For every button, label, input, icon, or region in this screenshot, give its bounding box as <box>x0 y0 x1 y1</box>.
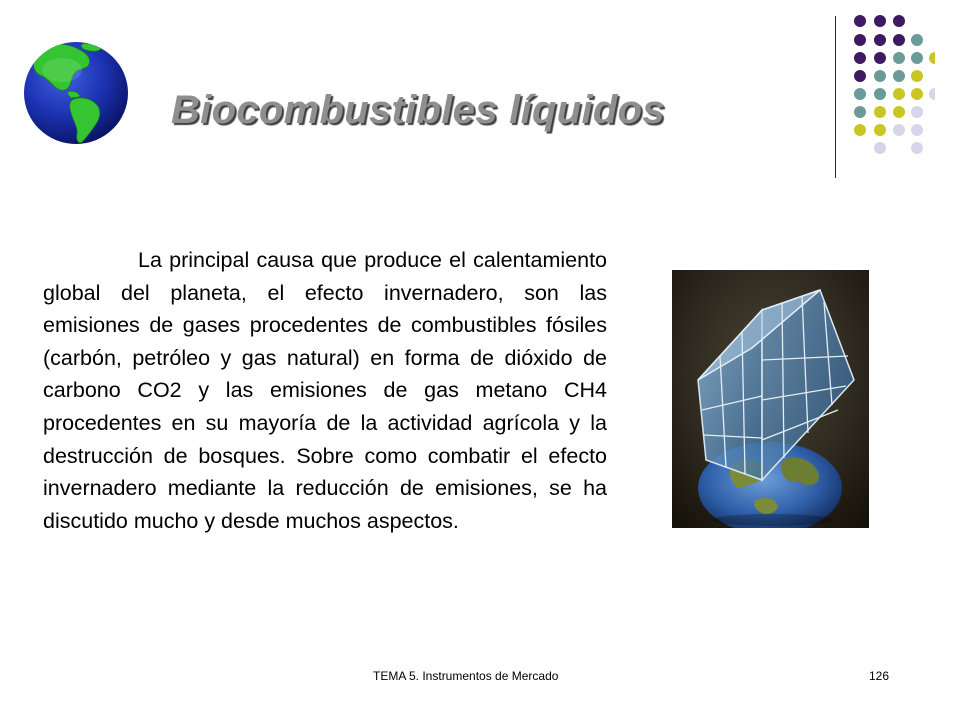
decorative-dot-grid <box>851 12 935 156</box>
footer-label: TEMA 5. Instrumentos de Mercado <box>373 669 559 683</box>
decorative-divider <box>835 16 836 178</box>
page-number: 126 <box>869 669 890 683</box>
greenhouse-earth-image <box>672 270 869 528</box>
globe-icon <box>22 40 130 146</box>
body-paragraph: La principal causa que produce el calentamiento global del planeta, el efecto invernadero, son las emisiones de gases procedentes de combustibles fósiles (carbón, petróleo y gas natural) en forma de dióxido de carbono CO2 y las emisiones de gas metano CH4 procedentes en su mayoría de la actividad agrícola y la destrucción de bosques. Sobre como combatir el efecto invernadero mediante la reducción de emisiones, se ha discutido mucho y desde muchos aspectos. <box>43 248 607 533</box>
slide-title: Biocombustibles líquidos <box>171 88 665 132</box>
